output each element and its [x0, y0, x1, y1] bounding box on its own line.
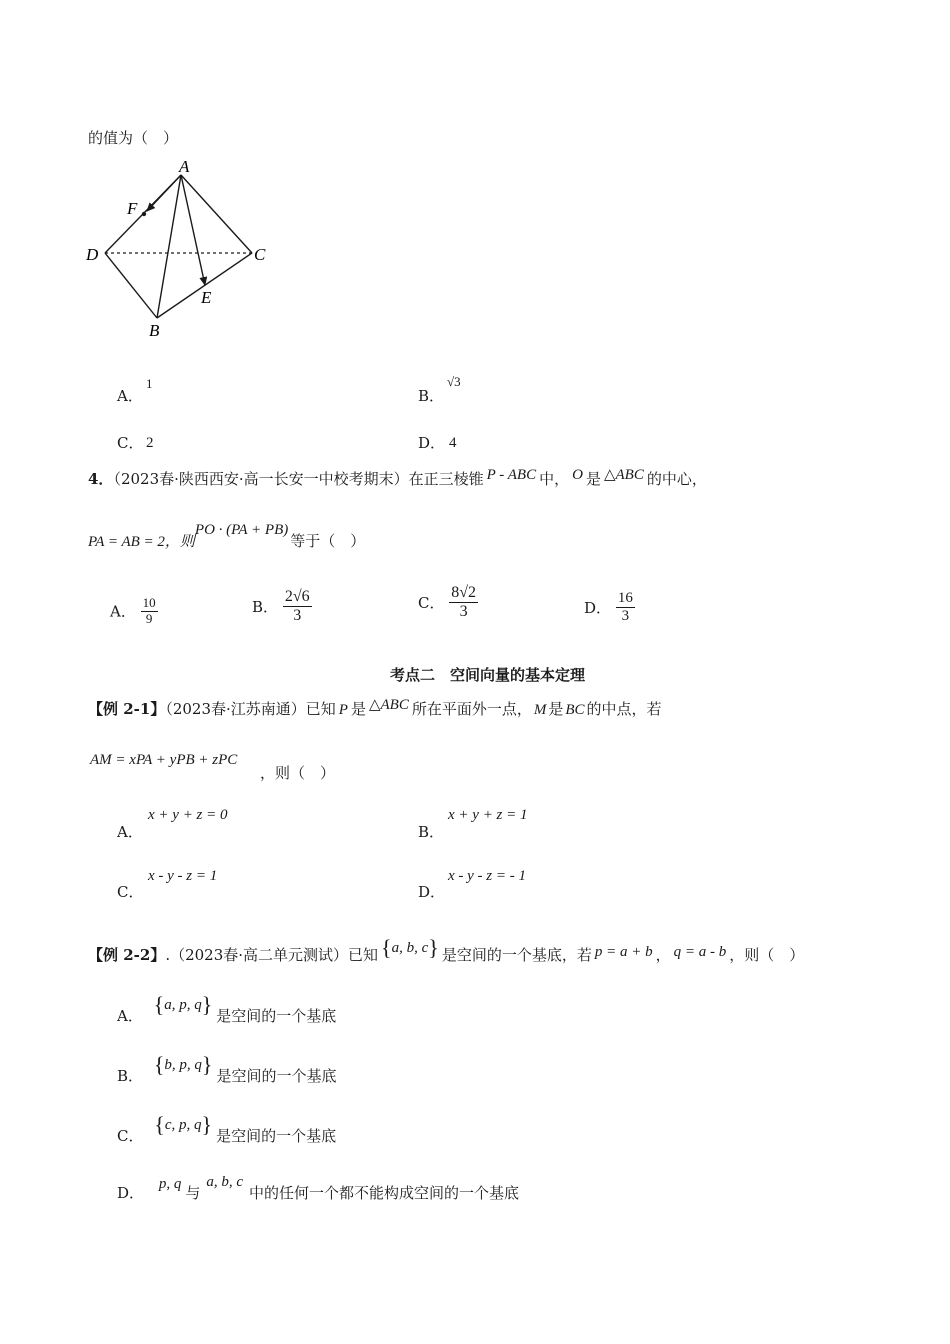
basis-set: [381, 935, 439, 960]
example-2-1-stem: [88, 697, 662, 719]
text: 所在平面外一点，: [411, 700, 532, 718]
center-o: O: [572, 467, 583, 483]
option-key: A．: [110, 602, 136, 621]
option-text: 是空间的一个基底: [216, 1067, 337, 1085]
left-brace: {: [153, 1052, 165, 1077]
left-brace: {: [154, 1112, 165, 1137]
numerator: 16: [616, 590, 635, 608]
example-2-1-expression: [90, 750, 237, 769]
option-key: A．: [117, 1007, 143, 1025]
text: 的中点，若: [586, 700, 662, 718]
label-c: C: [254, 245, 266, 264]
left-brace: {: [153, 992, 165, 1017]
label-e: E: [201, 288, 212, 307]
question-ask: 等于（ ）: [290, 532, 366, 550]
q3-option-b-key: B．: [418, 387, 445, 405]
q4-option-b: [252, 588, 312, 626]
q3-option-a-value: 1: [146, 376, 153, 391]
tetrahedron-figure: [80, 150, 280, 345]
vector-p-definition: p = a + b: [594, 944, 653, 960]
set-content: a, p, q: [164, 997, 202, 1013]
fraction: [616, 590, 635, 626]
label-a: A: [179, 157, 190, 176]
option-key: B．: [117, 1067, 144, 1085]
vector-set: [154, 1112, 213, 1137]
ex21-option-b-key: B．: [418, 823, 445, 841]
text: 是空间的一个基底，若: [441, 946, 592, 964]
text: 是: [350, 700, 366, 718]
edge-bc: [157, 253, 252, 318]
fraction: [283, 588, 312, 626]
ex21-option-d-value: x - y - z = - 1: [448, 868, 527, 884]
example-source: .（2023春·高二单元测试）已知: [165, 946, 379, 964]
text: 中，: [539, 470, 570, 488]
set-content: c, p, q: [164, 1117, 202, 1133]
set-content: b, p, q: [164, 1057, 202, 1073]
left-brace: {: [381, 935, 392, 960]
q3-option-c-value: 2: [146, 435, 154, 451]
denominator: 3: [621, 608, 630, 625]
given-equation: PA = AB = 2，则: [88, 534, 195, 550]
fraction: [141, 596, 158, 627]
triangle-abc: △ABC: [368, 697, 409, 713]
dot-product-expression: PO · (PA + PB): [194, 522, 289, 538]
edge-ac: [181, 175, 252, 253]
q4-option-a: [110, 596, 158, 627]
fraction: [449, 584, 478, 622]
triangle-abc: △ABC: [603, 467, 644, 483]
vectors-abc: a, b, c: [206, 1174, 243, 1190]
edge-db: [105, 253, 157, 318]
ex21-option-a-key: A．: [117, 823, 143, 841]
text: ，则（ ）: [729, 946, 805, 964]
vector-q-definition: q = a - b: [673, 944, 727, 960]
question-number: 4．: [88, 470, 114, 488]
text: 是: [548, 700, 564, 718]
example-label: 【例 2-2】: [88, 946, 166, 964]
right-brace: }: [201, 1052, 213, 1077]
label-d: D: [86, 245, 99, 264]
vector-set: [153, 1052, 213, 1077]
q3-option-a-key: A．: [117, 387, 143, 405]
option-text: 是空间的一个基底: [216, 1127, 337, 1145]
q3-option-d-value: 4: [449, 435, 457, 451]
q4-option-c: [418, 584, 478, 622]
point-f: [142, 212, 146, 216]
right-brace: }: [428, 935, 439, 960]
example-2-2-stem: [88, 935, 805, 969]
ex21-option-c-key: C．: [117, 883, 144, 901]
numerator: 10: [142, 595, 156, 610]
question-4-given: [88, 522, 366, 551]
option-key: C．: [117, 1127, 144, 1145]
ex22-option-c: [117, 1112, 337, 1150]
point-p: P: [338, 702, 348, 718]
vectors-pq: p, q: [158, 1176, 182, 1192]
question-4-stem: [88, 467, 707, 489]
point-m: M: [533, 702, 547, 718]
vector-equation: AM = xPA + yPB + zPC: [90, 752, 238, 768]
q3-option-b-value: √3: [447, 374, 461, 389]
example-label: 【例 2-1】: [88, 700, 166, 718]
ex22-option-b: [117, 1052, 337, 1090]
right-brace: }: [201, 992, 213, 1017]
right-brace: }: [201, 1112, 213, 1137]
q4-option-d: [584, 590, 635, 626]
option-key: D．: [584, 598, 612, 617]
label-b: B: [149, 321, 160, 340]
text: 是: [585, 470, 601, 488]
question-3-tail: 的值为（ ）: [88, 129, 179, 147]
basis-vectors: a, b, c: [391, 940, 429, 956]
example-2-1-ask: ，则（ ）: [260, 764, 336, 782]
vector-set: [153, 992, 213, 1017]
option-text: 是空间的一个基底: [216, 1007, 337, 1025]
numerator: 8√2: [449, 584, 478, 603]
option-key: B．: [252, 597, 279, 616]
denominator: 3: [293, 607, 302, 625]
ex21-option-c-value: x - y - z = 1: [148, 868, 218, 884]
label-f: F: [127, 199, 138, 218]
example-source: （2023春·江苏南通）已知: [165, 700, 336, 718]
text: ，: [655, 946, 671, 964]
q3-option-c-key: C．: [117, 434, 144, 452]
ex21-option-a-value: x + y + z = 0: [148, 807, 228, 823]
section-title: 考点二 空间向量的基本定理: [389, 666, 585, 684]
numerator: 2√6: [283, 588, 312, 607]
ex22-option-a: [117, 992, 337, 1030]
q3-option-d-key: D．: [418, 434, 446, 452]
option-key: C．: [418, 593, 445, 612]
ex21-option-b-value: x + y + z = 1: [448, 807, 528, 823]
denominator: 9: [145, 610, 153, 626]
text: 与: [185, 1184, 201, 1202]
text: 的中心，: [646, 470, 707, 488]
denominator: 3: [459, 603, 468, 621]
vector-ae: [181, 175, 205, 285]
ex22-option-d: [117, 1174, 520, 1203]
ex21-option-d-key: D．: [418, 883, 446, 901]
pyramid-notation: P - ABC: [486, 467, 537, 483]
segment-bc: BC: [565, 702, 585, 718]
option-text: 中的任何一个都不能构成空间的一个基底: [249, 1184, 520, 1202]
question-source: （2023春·陕西西安·高一长安一中校考期末）在正三棱锥: [113, 470, 484, 488]
option-key: D．: [117, 1184, 145, 1202]
